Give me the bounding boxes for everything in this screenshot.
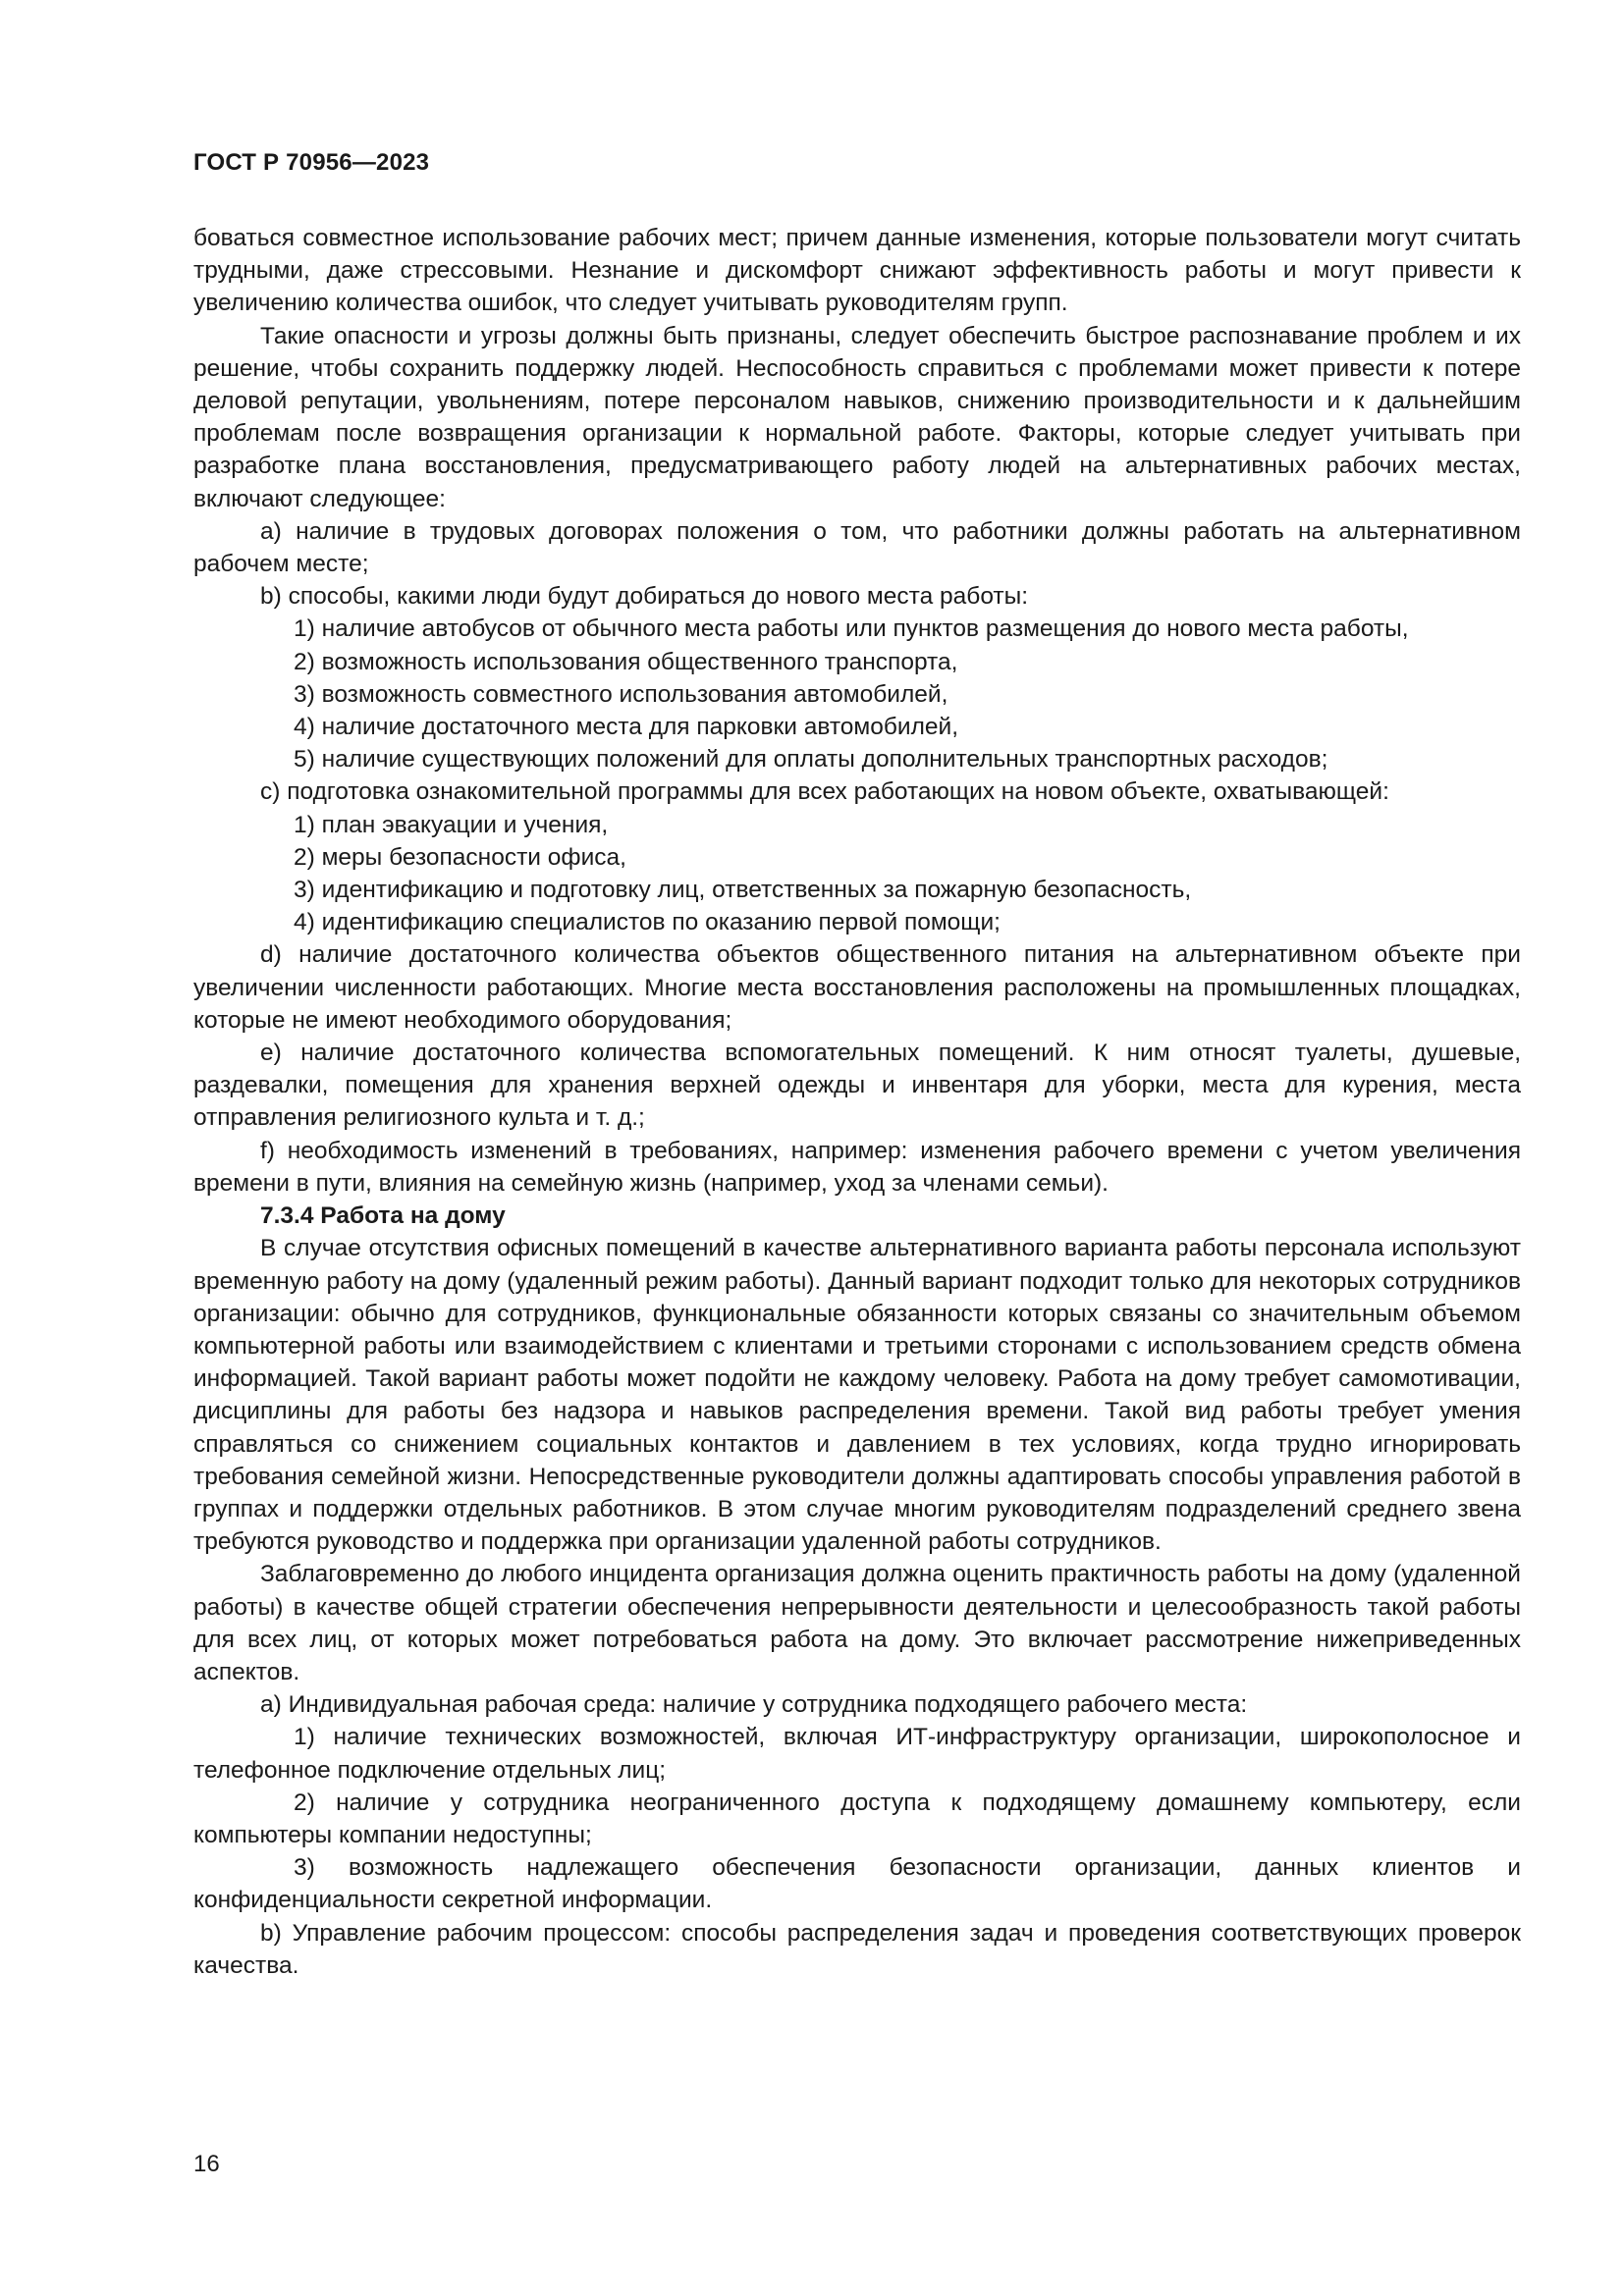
paragraph: боваться совместное использование рабочих мест; причем данные изменения, которые пользователи могут считать трудными, даже стрессовыми. Незнание и дискомфорт снижают эффективность работы и могут привести к увеличению количества ошибок, что следует учитывать руководителям групп.	[193, 225, 1521, 317]
paragraph: 1) наличие автобусов от обычного места работы или пунктов размещения до нового места работы,	[294, 615, 1409, 643]
paragraph: 4) наличие достаточного места для парковки автомобилей,	[294, 714, 959, 741]
paragraph: 2) меры безопасности офиса,	[294, 843, 626, 871]
document-header: ГОСТ Р 70956—2023	[193, 149, 430, 176]
paragraph: b) способы, какими люди будут добираться до нового места работы:	[260, 583, 1029, 611]
paragraph: 5) наличие существующих положений для оплаты дополнительных транспортных расходов;	[294, 746, 1328, 774]
section-heading: 7.3.4 Работа на дому	[260, 1202, 506, 1230]
page-number: 16	[193, 2151, 220, 2177]
paragraph: e) наличие достаточного количества вспомогательных помещений. К ним относят туалеты, душевые, раздевалки, помещения для хранения верхней одежды и инвентаря для уборки, места для курения, места отправления религиозного культа и т. д.;	[193, 1040, 1521, 1132]
paragraph: f) необходимость изменений в требованиях, например: изменения рабочего времени с учетом увеличения времени в пути, влияния на семейную жизнь (например, уход за членами семьи).	[193, 1137, 1521, 1197]
paragraph: b) Управление рабочим процессом: способы распределения задач и проведения соответствующих проверок качества.	[193, 1919, 1521, 1979]
document-body	[193, 222, 1521, 1982]
paragraph: a) наличие в трудовых договорах положения о том, что работники должны работать на альтернативном рабочем месте;	[193, 517, 1521, 578]
paragraph: 2) наличие у сотрудника неограниченного доступа к подходящему домашнему компьютеру, если компьютеры компании недоступны;	[193, 1789, 1521, 1848]
paragraph: 3) идентификацию и подготовку лиц, ответственных за пожарную безопасность,	[294, 877, 1192, 904]
paragraph: 1) наличие технических возможностей, включая ИТ-инфраструктуру организации, широкополосное и телефонное подключение отдельных лиц;	[193, 1724, 1521, 1784]
paragraph: 3) возможность надлежащего обеспечения безопасности организации, данных клиентов и конфиденциальности секретной информации.	[193, 1854, 1521, 1914]
paragraph: В случае отсутствия офисных помещений в качестве альтернативного варианта работы персонала используют временную работу на дому (удаленный режим работы). Данный вариант подходит только для некоторых сотрудников организации: обычно для сотрудников, функциональные обязанности которых связаны со значительным объемом компьютерной работы или взаимодействием с клиентами и третьими сторонами с использованием средств обмена информацией. Такой вариант работы может подойти не каждому человеку. Работа на дому требует самомотивации, дисциплины для работы без надзора и навыков распределения времени. Такой вид работы требует умения справляться со снижением социальных контактов и давлением в тех условиях, когда трудно игнорировать требования семейной жизни. Непосредственные руководители должны адаптировать способы управления работой в группах и поддержки отдельных работников. В этом случае многим руководителям подразделений среднего звена требуются руководство и поддержка при организации удаленной работы сотрудников.	[193, 1235, 1521, 1556]
paragraph: d) наличие достаточного количества объектов общественного питания на альтернативном объекте при увеличении численности работающих. Многие места восстановления расположены на промышленных площадках, которые не имеют необходимого оборудования;	[193, 941, 1521, 1034]
paragraph: 3) возможность совместного использования автомобилей,	[294, 680, 948, 708]
paragraph: c) подготовка ознакомительной программы для всех работающих на новом объекте, охватывающей:	[260, 778, 1389, 806]
paragraph: Заблаговременно до любого инцидента организация должна оценить практичность работы на дому (удаленной работы) в качестве общей стратегии обеспечения непрерывности деятельности и целесообразность такой работы для всех лиц, от которых может потребоваться работа на дому. Это включает рассмотрение нижеприведенных аспектов.	[193, 1561, 1521, 1685]
paragraph: 1) план эвакуации и учения,	[294, 811, 609, 838]
paragraph: a) Индивидуальная рабочая среда: наличие у сотрудника подходящего рабочего места:	[260, 1691, 1248, 1719]
paragraph: Такие опасности и угрозы должны быть признаны, следует обеспечить быстрое распознавание проблем и их решение, чтобы сохранить поддержку людей. Неспособность справиться с проблемами может привести к потере деловой репутации, увольнениям, потере персоналом навыков, снижению производительности и к дальнейшим проблемам после возвращения организации к нормальной работе. Факторы, которые следует учитывать при разработке плана восстановления, предусматривающего работу людей на альтернативных рабочих местах, включают следующее:	[193, 322, 1521, 512]
paragraph: 2) возможность использования общественного транспорта,	[294, 648, 958, 675]
paragraph: 4) идентификацию специалистов по оказанию первой помощи;	[294, 909, 1001, 936]
